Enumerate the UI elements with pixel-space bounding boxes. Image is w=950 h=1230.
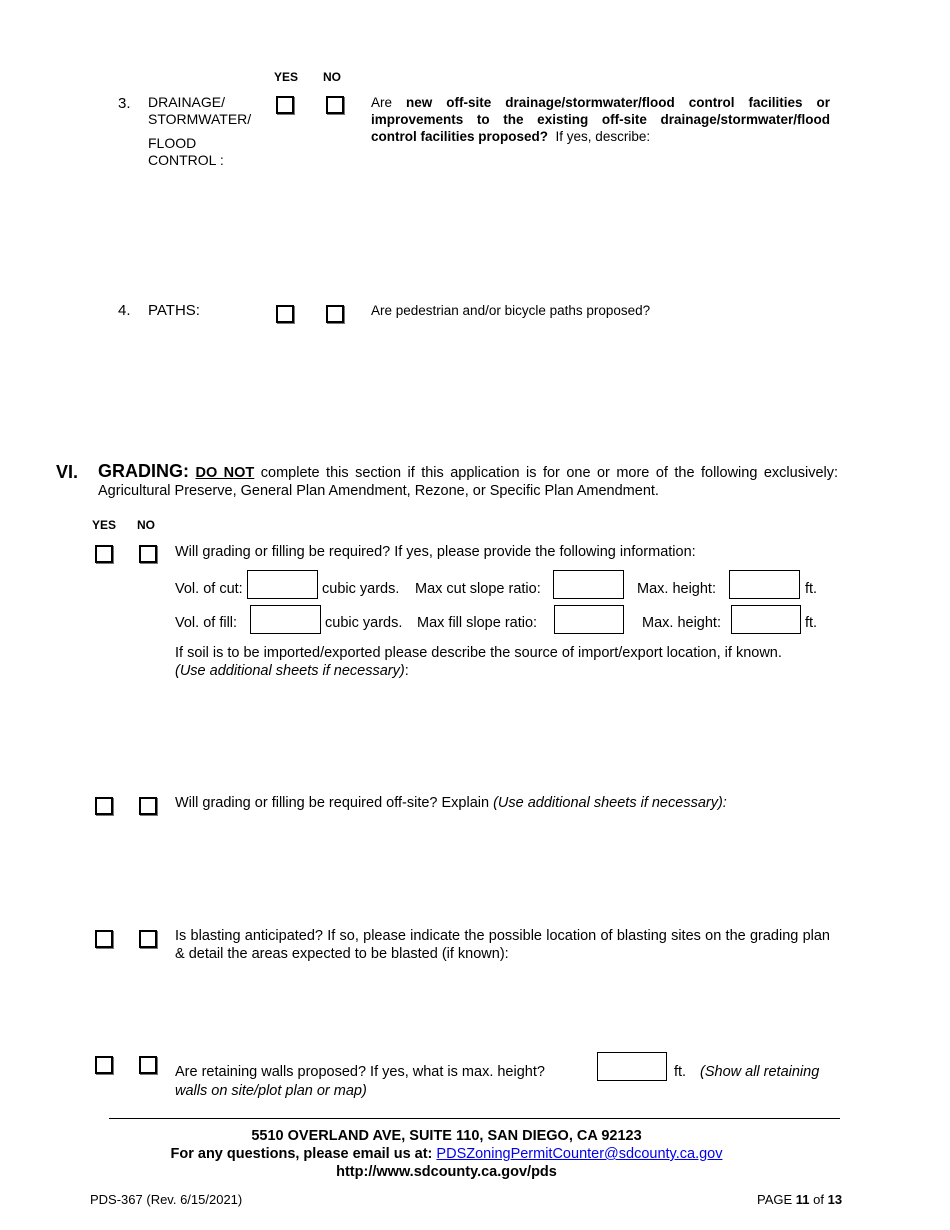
section-intro: GRADING: DO NOT complete this section if this application is for one or more of the following exclusively: Agricultural Preserve, General Plan Amendment, Rezone, or Specific Plan Amendment. bbox=[98, 461, 839, 499]
max-fill-slope-label: Max fill slope ratio: bbox=[417, 615, 538, 631]
section-title: GRADING: bbox=[98, 461, 189, 481]
fill-ft-label: ft. bbox=[805, 615, 818, 631]
item-3-number: 3. bbox=[118, 95, 131, 112]
grading-q1-yes-checkbox[interactable] bbox=[95, 545, 113, 563]
vol-fill-input[interactable] bbox=[250, 605, 321, 634]
no-column-header: NO bbox=[323, 70, 341, 84]
grading-q2-question: Will grading or filling be required off-site? Explain (Use additional sheets if necessary): bbox=[175, 795, 727, 811]
grading-q1-question: Will grading or filling be required? If yes, please provide the following information: bbox=[175, 544, 696, 560]
yes-column-header: YES bbox=[274, 70, 299, 84]
cut-cubic-yards-label: cubic yards. bbox=[322, 581, 400, 597]
item-3-yes-checkbox[interactable] bbox=[276, 96, 294, 114]
item-3-no-checkbox[interactable] bbox=[326, 96, 344, 114]
cut-max-height-input[interactable] bbox=[729, 570, 800, 599]
footer-rule bbox=[109, 1118, 840, 1119]
item-3-label: DRAINAGE/ STORMWATER/ FLOOD CONTROL : bbox=[148, 94, 252, 168]
item-4-yes-checkbox[interactable] bbox=[276, 305, 294, 323]
vol-cut-label: Vol. of cut: bbox=[175, 581, 243, 597]
fill-max-height-input[interactable] bbox=[731, 605, 801, 634]
footer-website[interactable]: http://www.sdcounty.ca.gov/pds bbox=[336, 1164, 557, 1180]
cut-ft-label: ft. bbox=[805, 581, 818, 597]
soil-import-text: If soil is to be imported/exported please describe the source of import/export location, if known. (Use additional sheets if necessary): bbox=[175, 645, 782, 679]
grading-q4-yes-checkbox[interactable] bbox=[95, 1056, 113, 1074]
grading-q3-yes-checkbox[interactable] bbox=[95, 930, 113, 948]
footer-questions: For any questions, please email us at: bbox=[170, 1146, 433, 1162]
grading-q2-no-checkbox[interactable] bbox=[139, 797, 157, 815]
grading-q4-question: Are retaining walls proposed? If yes, what is max. height? bbox=[175, 1064, 545, 1080]
item-4-label: PATHS: bbox=[148, 302, 200, 319]
footer-address: 5510 OVERLAND AVE, SUITE 110, SAN DIEGO, CA 92123 bbox=[251, 1128, 642, 1144]
item-4-question: Are pedestrian and/or bicycle paths proposed? bbox=[371, 303, 651, 318]
cut-max-height-label: Max. height: bbox=[637, 581, 716, 597]
item-4-number: 4. bbox=[118, 302, 131, 319]
max-cut-slope-label: Max cut slope ratio: bbox=[415, 581, 541, 597]
do-not-label: DO NOT bbox=[195, 465, 255, 481]
max-fill-slope-input[interactable] bbox=[554, 605, 624, 634]
grading-yes-header: YES bbox=[92, 518, 117, 532]
item-4-no-checkbox[interactable] bbox=[326, 305, 344, 323]
grading-q2-yes-checkbox[interactable] bbox=[95, 797, 113, 815]
vol-cut-input[interactable] bbox=[247, 570, 318, 599]
grading-q4-no-checkbox[interactable] bbox=[139, 1056, 157, 1074]
form-id: PDS-367 (Rev. 6/15/2021) bbox=[90, 1192, 243, 1207]
footer-email-link[interactable]: PDSZoningPermitCounter@sdcounty.ca.gov bbox=[436, 1146, 723, 1162]
grading-q3-question: Is blasting anticipated? If so, please indicate the possible location of blasting sites on the grading plan & detail the areas expected to be blasted (if known): bbox=[175, 928, 830, 962]
retaining-note-a: (Show all retaining bbox=[700, 1064, 820, 1080]
retaining-wall-height-input[interactable] bbox=[597, 1052, 667, 1081]
page-number: PAGE 11 of 13 bbox=[757, 1192, 843, 1207]
section-numeral: VI. bbox=[56, 462, 79, 482]
grading-q1-no-checkbox[interactable] bbox=[139, 545, 157, 563]
vol-fill-label: Vol. of fill: bbox=[175, 615, 238, 631]
grading-q3-no-checkbox[interactable] bbox=[139, 930, 157, 948]
max-cut-slope-input[interactable] bbox=[553, 570, 624, 599]
footer-block bbox=[0, 1127, 893, 1181]
retaining-note-b: walls on site/plot plan or map) bbox=[175, 1083, 367, 1099]
fill-cubic-yards-label: cubic yards. bbox=[325, 615, 403, 631]
retaining-ft-label: ft. bbox=[674, 1064, 687, 1080]
fill-max-height-label: Max. height: bbox=[642, 615, 721, 631]
item-3-question: Are new off-site drainage/stormwater/flood control facilities or improvements to the existing off-site drainage/stormwater/flood control facilities proposed? If yes, describe: bbox=[371, 95, 830, 144]
grading-no-header: NO bbox=[137, 518, 155, 532]
